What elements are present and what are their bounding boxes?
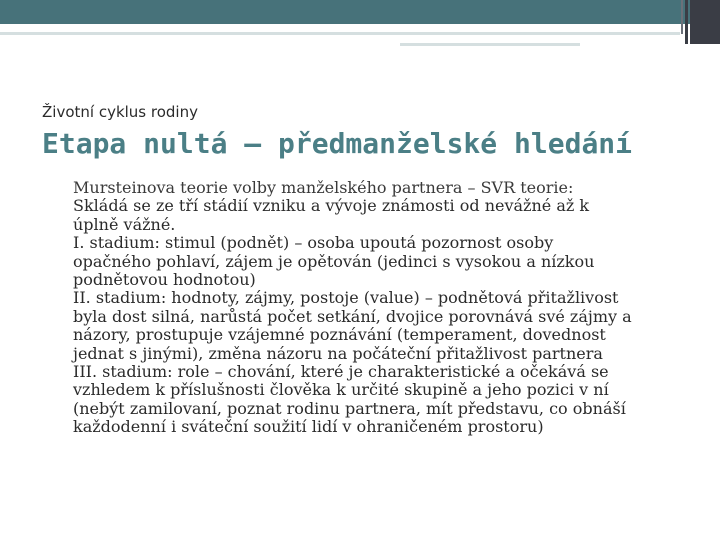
corner-accent-stripe [681, 0, 683, 34]
body-line: opačného pohlaví, zájem je opětován (jedinci s vysokou a nízkou [73, 251, 595, 271]
body-line: II. stadium: hodnoty, zájmy, postoje (value) – podnětová přitažlivost [73, 288, 619, 308]
corner-accent-stripe [685, 0, 688, 44]
corner-accent-block [690, 0, 720, 44]
body-line: jednat s jinými), změna názoru na počáteční přitažlivost partnera [73, 343, 603, 363]
body-line: I. stadium: stimul (podnět) – osoba upoutá pozornost osoby [73, 233, 554, 253]
body-line: (nebýt zamilovaní, poznat rodinu partnera, mít představu, co obnáší [73, 398, 626, 418]
body-line: názory, prostupuje vzájemné poznávání (temperament, dovednost [73, 325, 606, 345]
body-line: každodenní i sváteční soužití lidí v ohraničeném prostoru) [73, 417, 544, 437]
header-underline [0, 32, 680, 35]
slide-subtitle: Životní cyklus rodiny [42, 103, 198, 121]
header-bar [0, 0, 720, 24]
slide-body [73, 179, 693, 437]
body-line: III. stadium: role – chování, které je charakteristické a očekává se [73, 362, 609, 382]
body-line: vzhledem k příslušnosti člověka k určité skupině a jeho pozici v ní [73, 380, 609, 400]
body-line: Skládá se ze tří stádií vzniku a vývoje známosti od nevážné až k [73, 196, 590, 216]
body-line: Mursteinova teorie volby manželského partnera – SVR teorie: [73, 178, 574, 197]
body-line: byla dost silná, narůstá počet setkání, dvojice porovnává své zájmy a [73, 306, 632, 326]
body-line: úplně vážné. [73, 214, 176, 234]
header-underline-short [400, 43, 580, 46]
slide-title: Etapa nultá – předmanželské hledání [42, 127, 633, 160]
body-line: podnětovou hodnotou) [73, 270, 256, 290]
